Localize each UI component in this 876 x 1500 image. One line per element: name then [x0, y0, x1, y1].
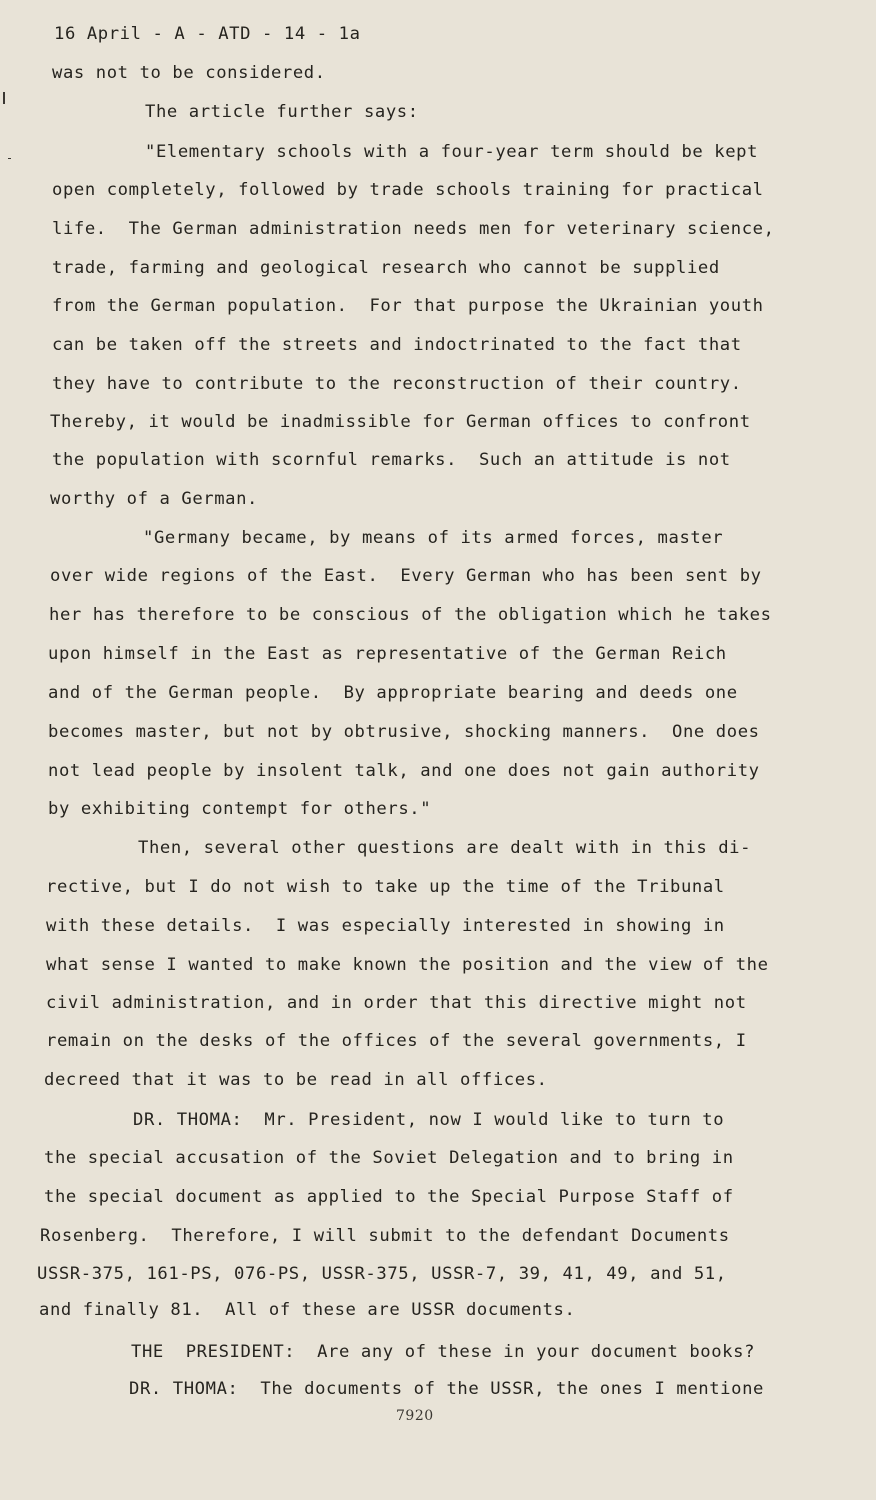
text-line: remain on the desks of the offices of the several governments, I — [46, 1031, 747, 1051]
text-line: and finally 81. All of these are USSR documents. — [39, 1300, 576, 1320]
text-line: worthy of a German. — [50, 489, 259, 509]
margin-mark — [3, 92, 5, 104]
text-line: Thereby, it would be inadmissible for German offices to confront — [50, 412, 751, 432]
page-number: 7920 — [396, 1408, 434, 1424]
text-line: DR. THOMA: The documents of the USSR, the ones I mentione — [129, 1379, 764, 1399]
text-line: becomes master, but not by obtrusive, shocking manners. One does — [48, 722, 760, 742]
text-line: they have to contribute to the reconstruction of their country. — [52, 374, 742, 394]
text-line: Then, several other questions are dealt with in this di- — [138, 838, 752, 858]
text-line: rective, but I do not wish to take up the time of the Tribunal — [46, 877, 725, 897]
text-line: civil administration, and in order that this directive might not — [46, 993, 747, 1013]
text-line: upon himself in the East as representative of the German Reich — [48, 644, 727, 664]
text-line: the special accusation of the Soviet Delegation and to bring in — [44, 1148, 734, 1168]
text-line: can be taken off the streets and indoctrinated to the fact that — [52, 335, 742, 355]
text-line: what sense I wanted to make known the position and the view of the — [46, 955, 769, 975]
text-line: DR. THOMA: Mr. President, now I would like to turn to — [133, 1110, 725, 1130]
text-line: decreed that it was to be read in all offices. — [44, 1070, 548, 1090]
text-line: "Germany became, by means of its armed forces, master — [143, 528, 724, 548]
text-line: The article further says: — [145, 102, 419, 122]
text-line: trade, farming and geological research who cannot be supplied — [52, 258, 720, 278]
text-line: "Elementary schools with a four-year term should be kept — [145, 142, 759, 162]
margin-mark — [8, 158, 11, 159]
text-line: life. The German administration needs men for veterinary science, — [52, 219, 775, 239]
text-line: not lead people by insolent talk, and one does not gain authority — [48, 761, 760, 781]
text-line: USSR-375, 161-PS, 076-PS, USSR-375, USSR-7, 39, 41, 49, and 51, — [37, 1264, 727, 1284]
text-line: the population with scornful remarks. Such an attitude is not — [52, 450, 731, 470]
text-line: over wide regions of the East. Every German who has been sent by — [50, 566, 762, 586]
text-line: with these details. I was especially interested in showing in — [46, 916, 725, 936]
text-line: from the German population. For that purpose the Ukrainian youth — [52, 296, 764, 316]
text-line: by exhibiting contempt for others." — [48, 799, 432, 819]
text-line: her has therefore to be conscious of the obligation which he takes — [49, 605, 772, 625]
text-line: and of the German people. By appropriate bearing and deeds one — [48, 683, 738, 703]
text-line: THE PRESIDENT: Are any of these in your document books? — [131, 1342, 756, 1362]
text-line: open completely, followed by trade schools training for practical — [52, 180, 764, 200]
page-header: 16 April - A - ATD - 14 - 1a — [54, 24, 361, 44]
text-line: was not to be considered. — [52, 63, 326, 83]
text-line: the special document as applied to the Special Purpose Staff of — [44, 1187, 734, 1207]
text-line: Rosenberg. Therefore, I will submit to the defendant Documents — [40, 1226, 730, 1246]
